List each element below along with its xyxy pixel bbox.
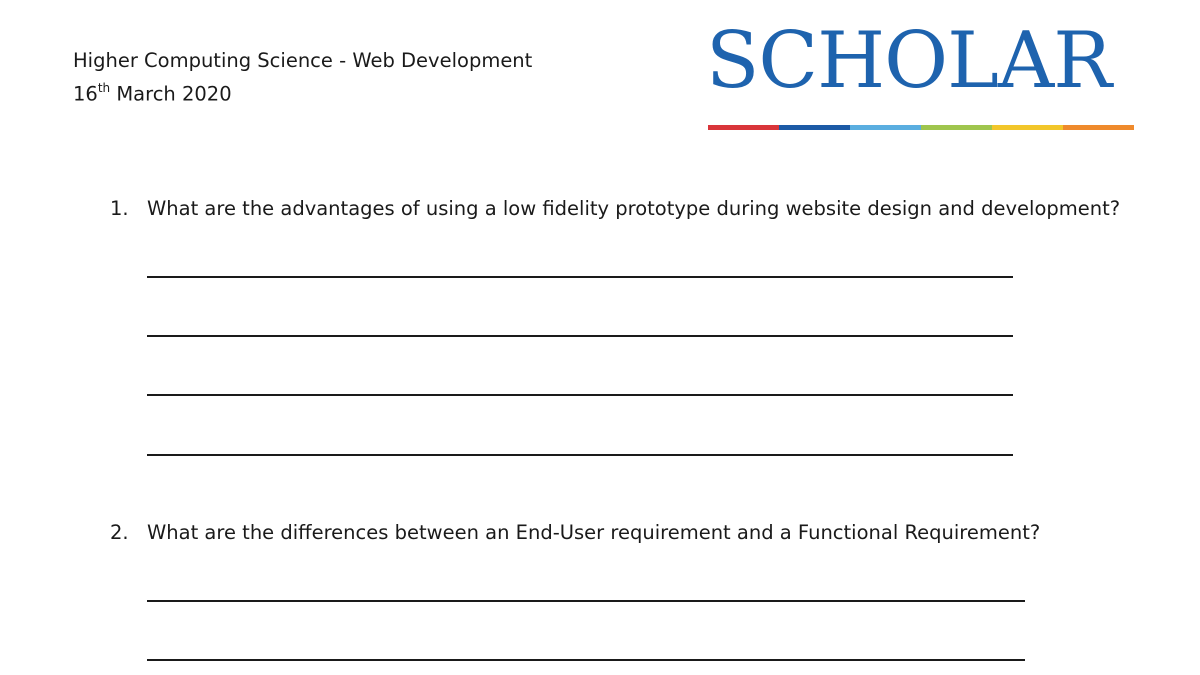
question-number: 2. [110, 521, 129, 544]
question-number: 1. [110, 197, 129, 220]
answer-line[interactable] [147, 276, 1013, 278]
answer-line[interactable] [147, 600, 1025, 602]
date-rest: March 2020 [110, 82, 232, 106]
question-text: What are the advantages of using a low fidelity prototype during website design and development? [147, 197, 1121, 220]
stripe-segment-orange [1063, 125, 1134, 130]
stripe-segment-blue [779, 125, 850, 130]
document-header [73, 46, 532, 109]
answer-line[interactable] [147, 335, 1013, 337]
answer-line[interactable] [147, 454, 1013, 456]
course-title: Higher Computing Science - Web Development [73, 49, 533, 72]
answer-line[interactable] [147, 659, 1025, 661]
date-suffix: th [97, 81, 111, 95]
logo-wordmark: SCHOLAR [706, 16, 1111, 106]
document-date [73, 75, 532, 109]
stripe-segment-red [708, 125, 779, 130]
logo-color-stripe [708, 125, 1134, 130]
stripe-segment-light-blue [850, 125, 921, 130]
stripe-segment-green [921, 125, 992, 130]
scholar-logo [706, 16, 1134, 132]
question-text: What are the differences between an End-User requirement and a Functional Requirement? [147, 521, 1041, 544]
date-day: 16 [73, 82, 98, 106]
stripe-segment-yellow [992, 125, 1063, 130]
answer-line[interactable] [147, 394, 1013, 396]
